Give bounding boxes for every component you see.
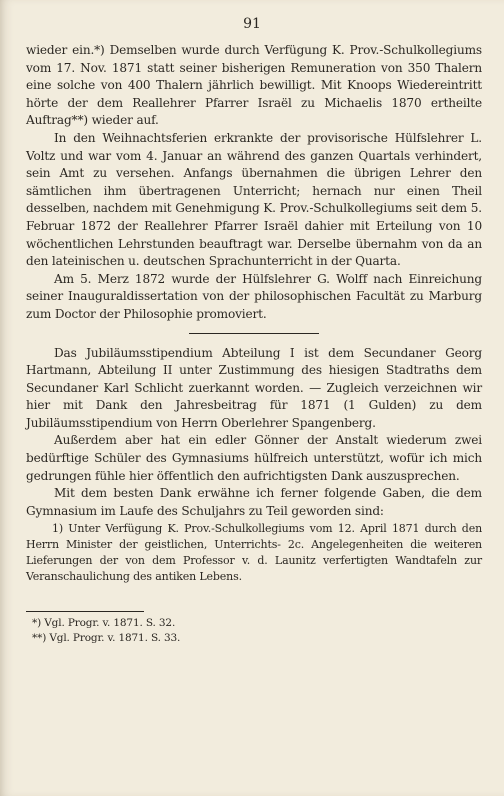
paragraph-benefactor: Außerdem aber hat ein edler Gönner der Anstalt wiederum zwei bedürftige Schüler des Gymnasiums hülfreich unterstützt, wofür ich mich gedrungen fühle hier öffentlich den aufrichtigsten Dank auszusprechen. — [26, 433, 482, 483]
footnote: **) Vgl. Progr. v. 1871. S. 33. — [32, 632, 181, 645]
section-divider — [189, 333, 319, 334]
page-body — [26, 42, 482, 646]
list-item: 1) Unter Verfügung K. Prov.-Schulkollegiums vom 12. April 1871 durch den Herrn Minister der geistlichen, Unterrichts- 2c. Angelegenheiten die weiteren Lieferungen der von dem Professor v. d. Launitz verfertigten Wandtafeln zur Veranschaulichung des antiken Lebens. — [26, 522, 482, 584]
paragraph-stipend: Das Jubiläumsstipendium Abteilung I ist dem Secundaner Georg Hartmann, Abteilung II unter Zustimmung des hiesigen Stadtraths dem Secundaner Karl Schlicht zuerkannt worden. — Zugleich verzeichnen wir hier mit Dank den Jahresbeitrag für 1871 (1 Gulden) zu dem Jubiläumsstipendium von Herrn Oberlehrer Spangenberg. — [26, 345, 482, 430]
paragraph-gifts-intro: Mit dem besten Dank erwähne ich ferner folgende Gaben, die dem Gymnasium im Laufe des Schuljahrs zu Teil geworden sind: — [26, 486, 482, 518]
paragraph-doctorate: Am 5. Merz 1872 wurde der Hülfslehrer G. Wolff nach Einreichung seiner Inauguraldissertation von der philosophischen Facultät zu Marburg zum Doctor der Philosophie promoviert. — [26, 271, 482, 321]
page-number: 91 — [243, 16, 261, 32]
paragraph-illness: In den Weihnachtsferien erkrankte der provisorische Hülfslehrer L. Voltz und war vom 4. Januar an während des ganzen Quartals verhindert, sein Amt zu versehen. Anfangs übernahmen die übrigen Lehrer den sämtlichen ihm übertragenen Unterricht; hernach nur einen Theil desselben, nachdem mit Genehmigung K. Prov.-Schulkollegiums seit dem 5. Februar 1872 der Reallehrer Pfarrer Israël dahier mit Erteilung von 10 wöchentlichen Lehrstunden beauftragt war. Derselbe übernahm von da an den lateinischen u. deutschen Sprachunterricht in der Quarta. — [26, 130, 482, 269]
gifts-list — [26, 521, 482, 585]
footnotes — [26, 616, 482, 646]
footnote-divider — [26, 611, 144, 612]
footnote: *) Vgl. Progr. v. 1871. S. 32. — [32, 617, 176, 630]
paragraph-staff-salary: wieder ein.*) Demselben wurde durch Verfügung K. Prov.-Schulkollegiums vom 17. Nov. 1871 statt seiner bisherigen Remuneration von 350 Thalern eine solche von 400 Thalern jährlich bewilligt. Mit Knoops Wiedereintritt hörte der dem Reallehrer Pfarrer Israël zu Michaelis 1870 ertheilte Auftrag**) wieder auf. — [26, 43, 482, 128]
